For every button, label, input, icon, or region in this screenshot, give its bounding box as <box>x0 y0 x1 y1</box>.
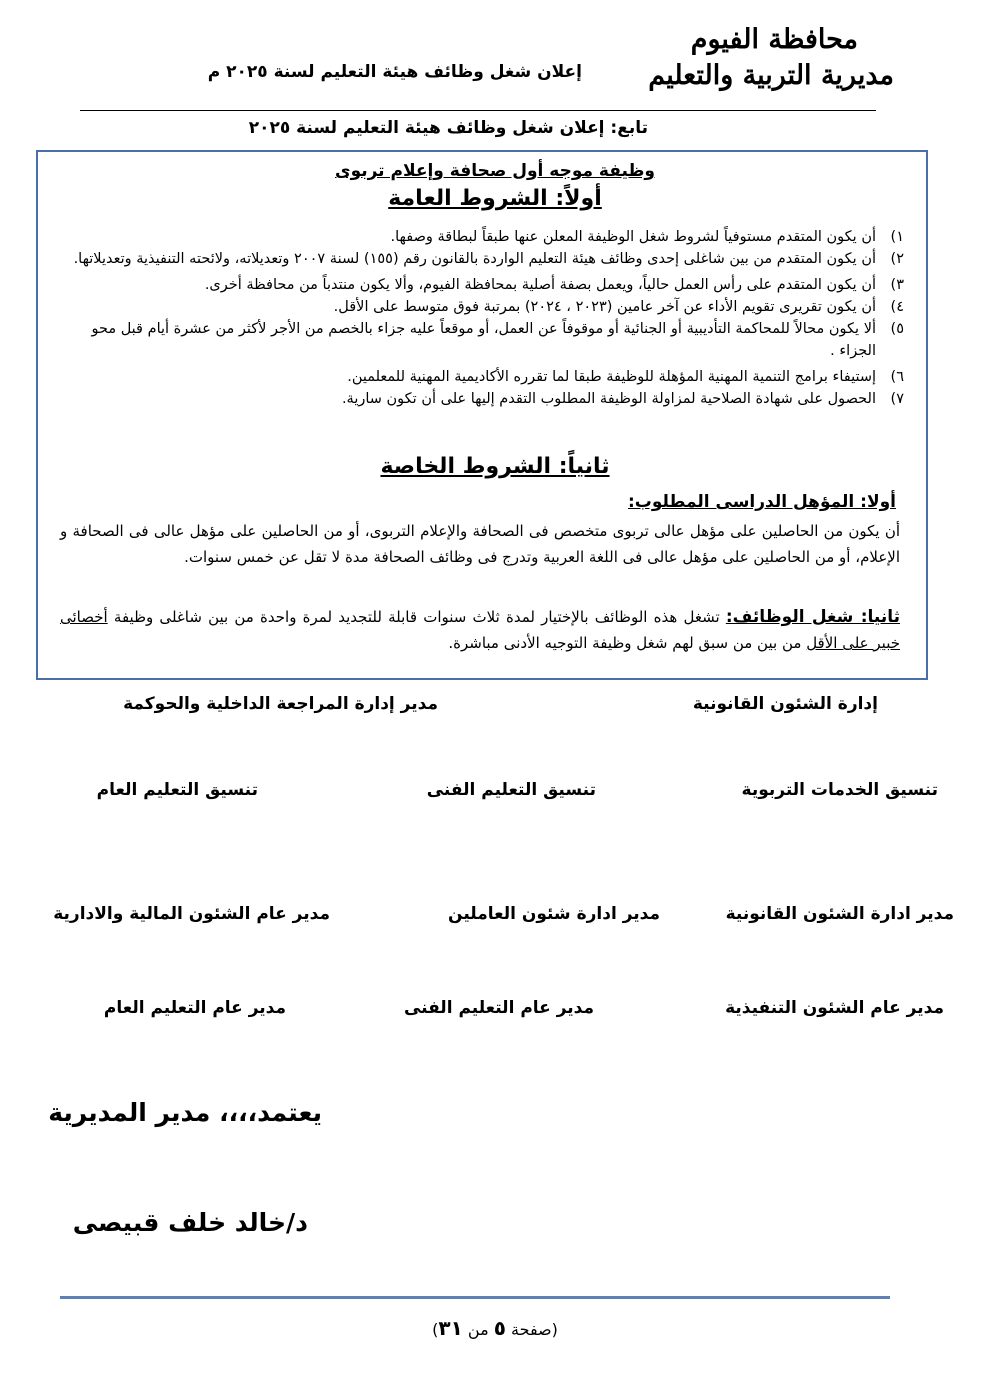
occupancy-heading: ثانيا: شغل الوظائف: <box>725 607 900 627</box>
qualification-text: أن يكون من الحاصلين على مؤهل عالى تربوى متخصص فى الصحافة والإعلام التربوى، أو من الحاصلين على مؤهل عالى فى الصحافة و الإعلام، أو من الحاصلين على مؤهل عالى فى اللغة العربية وتدرج فى وظائف الصحافة مدة لا تقل عن خمس سنوات. <box>60 522 900 566</box>
continuation-title: تابع: إعلان شغل وظائف هيئة التعليم لسنة ٢٠٢٥ <box>248 118 648 138</box>
item-text: إستيفاء برامج التنمية المهنية المؤهلة للوظيفة طبقا لما تقرره الأكاديمية المهنية للمعلمين. <box>347 369 876 385</box>
signature-tech-director: مدير عام التعليم الفنى <box>403 998 594 1018</box>
item-number: ٧) <box>890 391 904 407</box>
qualification-heading: أولا: المؤهل الدراسى المطلوب: <box>627 492 896 512</box>
announcement-title: إعلان شغل وظائف هيئة التعليم لسنة ٢٠٢٥ م <box>207 62 582 82</box>
list-item <box>56 318 904 362</box>
footer-divider <box>60 1296 890 1299</box>
list-item <box>56 388 904 410</box>
item-number: ٦) <box>890 369 904 385</box>
occupancy-block <box>60 604 900 656</box>
header-divider <box>80 110 876 111</box>
general-conditions-list <box>56 226 904 410</box>
list-item <box>56 248 904 270</box>
item-number: ١) <box>890 229 904 245</box>
signature-finance-director: مدير عام الشئون المالية والادارية <box>53 904 330 924</box>
list-item <box>56 226 904 248</box>
list-item <box>56 296 904 318</box>
item-number: ٢) <box>890 251 904 267</box>
directorate-name: مديرية التربية والتعليم <box>648 60 894 91</box>
special-conditions-title: ثانياً: الشروط الخاصة <box>380 454 610 479</box>
signature-hr-director: مدير ادارة شئون العاملين <box>448 904 660 924</box>
signature-general-education: تنسيق التعليم العام <box>96 780 258 800</box>
item-number: ٣) <box>890 277 904 293</box>
occupancy-text: تشغل هذه الوظائف بالإختيار لمدة ثلاث سنوات قابلة للتجديد لمرة واحدة من بين شاغلى وظيفة <box>113 608 720 626</box>
list-item <box>56 274 904 296</box>
item-text: أن يكون المتقدم من بين شاغلى إحدى وظائف هيئة التعليم الواردة بالقانون رقم (١٥٥) لسنة ٢٠٠٧ وتعديلاته، ولائحته التنفيذية وتعديلاتها. <box>73 251 876 267</box>
page-number <box>0 1316 990 1340</box>
occupancy-grade: أخصائى خبير على الأقل <box>60 608 900 652</box>
signature-tech-education: تنسيق التعليم الفنى <box>426 780 596 800</box>
signature-executive-director: مدير عام الشئون التنفيذية <box>725 998 944 1018</box>
signature-internal-audit: مدير إدارة المراجعة الداخلية والحوكمة <box>123 694 438 714</box>
page-of: من <box>467 1320 489 1339</box>
signature-edu-services: تنسيق الخدمات التربوية <box>741 780 938 800</box>
occupancy-text-end: من بين من سبق لهم شغل وظيفة التوجيه الأدنى مباشرة. <box>448 634 802 652</box>
job-title-text: وظيفة موجه أول صحافة وإعلام تربوى <box>334 161 655 181</box>
signature-legal-director: مدير ادارة الشئون القانونية <box>725 904 954 924</box>
page-open: (صفحة <box>511 1320 558 1339</box>
signature-general-director: مدير عام التعليم العام <box>103 998 286 1018</box>
signer-name: د/خالد خلف قبيصى <box>72 1208 308 1237</box>
governorate-name: محافظة الفيوم <box>690 24 858 55</box>
approval-line: يعتمد،،،، مدير المديرية <box>48 1098 322 1127</box>
item-text: أن يكون المتقدم مستوفياً لشروط شغل الوظيفة المعلن عنها طبقاً لبطاقة وصفها. <box>390 229 876 245</box>
job-title <box>0 161 990 181</box>
page-current: ٥ <box>493 1316 506 1340</box>
page-close: ) <box>432 1320 439 1339</box>
item-text: الحصول على شهادة الصلاحية لمزاولة الوظيفة المطلوب التقدم إليها على أن تكون سارية. <box>341 391 876 407</box>
item-number: ٤) <box>890 299 904 315</box>
item-text: أن يكون تقريرى تقويم الأداء عن آخر عامين (٢٠٢٣ ، ٢٠٢٤) بمرتبة فوق متوسط على الأقل. <box>333 299 876 315</box>
item-number: ٥) <box>890 321 904 337</box>
general-conditions-title: أولاً: الشروط العامة <box>388 186 602 211</box>
list-item <box>56 366 904 388</box>
item-text: أن يكون المتقدم على رأس العمل حالياً، ويعمل بصفة أصلية بمحافظة الفيوم، وألا يكون منتدباً من محافظة أخرى. <box>204 277 876 293</box>
page-total: ٣١ <box>438 1316 463 1340</box>
signature-legal-affairs: إدارة الشئون القانونية <box>692 694 878 714</box>
item-text: ألا يكون محالاً للمحاكمة التأديبية أو الجنائية أو موقوفاً عن العمل، أو موقعاً عليه جزاء بالخصم من الأجر لأكثر من عشرة أيام قبل محو الجزاء . <box>91 321 876 359</box>
